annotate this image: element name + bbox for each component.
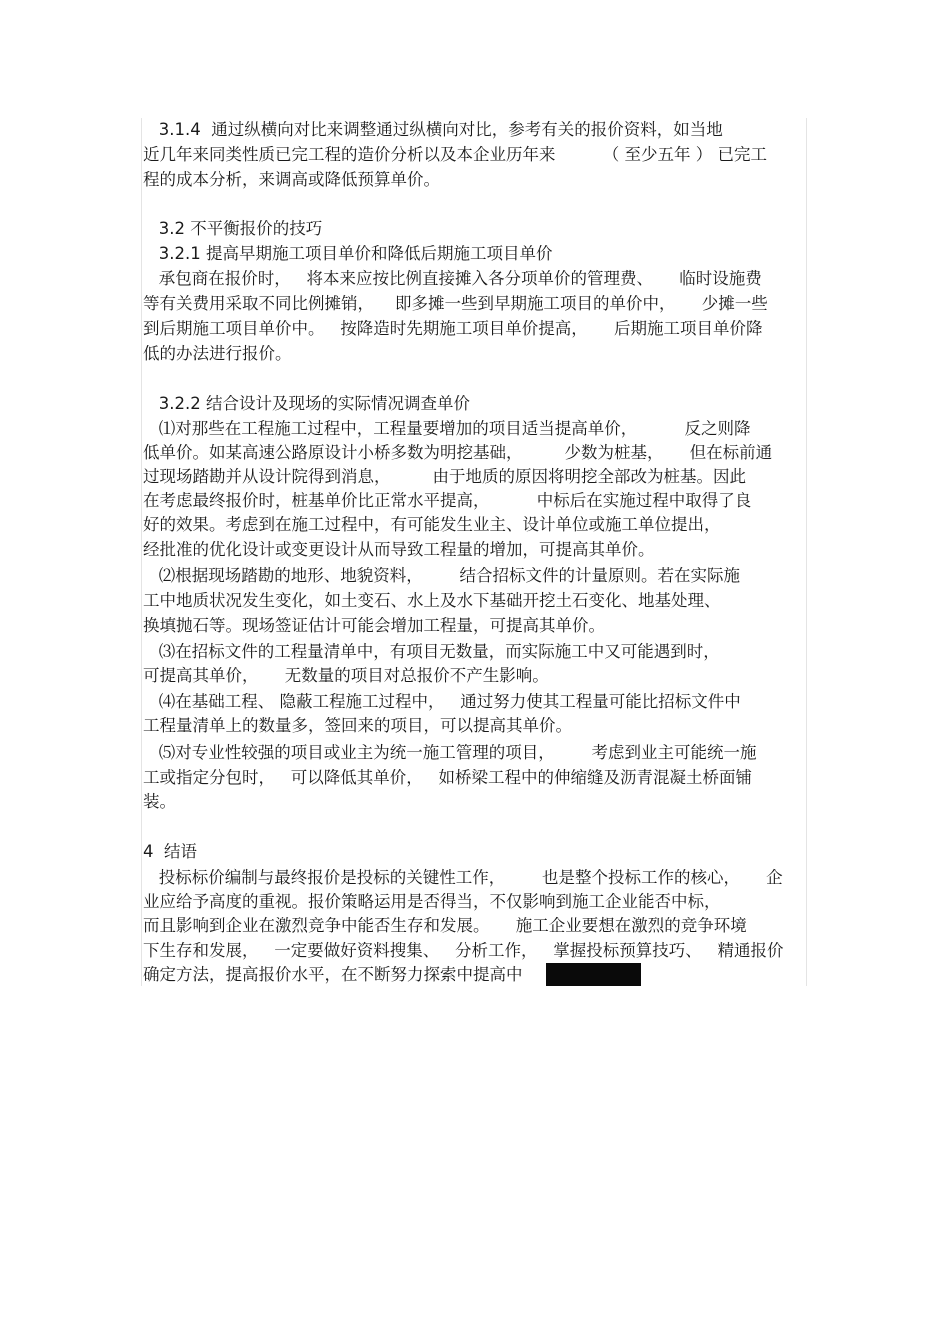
redaction-block — [546, 963, 641, 986]
conclusion-line-5: 确定方法，提高报价水平，在不断努力探索中提高中 — [143, 965, 523, 984]
para-321-line-2: 等有关费用采取不同比例摊销， 即多摊一些到早期施工项目的单价中， 少摊一些 — [143, 294, 768, 313]
section-heading-4: 4 结语 — [143, 842, 197, 861]
section-heading-3-2: 3.2 不平衡报价的技巧 — [143, 219, 323, 238]
left-margin-rule — [141, 118, 142, 986]
conclusion-line-3: 而且影响到企业在激烈竞争中能否生存和发展。 施工企业要想在激烈的竞争环境 — [143, 916, 747, 935]
item-1-line-4: 在考虑最终报价时，桩基单价比正常水平提高， 中标后在实施过程中取得了良 — [143, 491, 752, 510]
para-321-line-3: 到后期施工项目单价中。 按降造时先期施工项目单价提高， 后期施工项目单价降 — [143, 319, 763, 338]
item-4-line-1: ⑷在基础工程、 隐蔽工程施工过程中， 通过努力使其工程量可能比招标文件中 — [143, 692, 741, 711]
right-margin-rule — [806, 118, 807, 986]
item-2-line-2: 工中地质状况发生变化，如土变石、水上及水下基础开挖土石变化、地基处理、 — [143, 591, 721, 610]
item-5-line-3: 装。 — [143, 792, 176, 811]
item-2-line-3: 换填抛石等。现场签证估计可能会增加工程量，可提高其单价。 — [143, 616, 605, 635]
conclusion-line-4: 下生存和发展， 一定要做好资料搜集、 分析工作， 掌握投标预算技巧、 精通报价 — [143, 941, 784, 960]
subsection-heading-3-2-1: 3.2.1 提高早期施工项目单价和降低后期施工项目单价 — [143, 244, 553, 263]
item-1-line-1: ⑴对那些在工程施工过程中，工程量要增加的项目适当提高单价， 反之则降 — [143, 419, 751, 438]
item-5-line-1: ⑸对专业性较强的项目或业主为统一施工管理的项目， 考虑到业主可能统一施 — [143, 743, 757, 762]
para-314-line-2: 近几年来同类性质已完工程的造价分析以及本企业历年来 （ 至少五年 ） 已完工 — [143, 145, 767, 164]
conclusion-line-2: 业应给予高度的重视。报价策略运用是否得当，不仅影响到施工企业能否中标， — [143, 892, 721, 911]
para-314-line-3: 程的成本分析，来调高或降低预算单价。 — [143, 170, 440, 189]
item-3-line-2: 可提高其单价， 无数量的项目对总报价不产生影响。 — [143, 666, 549, 685]
item-3-line-1: ⑶在招标文件的工程量清单中，有项目无数量，而实际施工中又可能遇到时， — [143, 642, 720, 661]
item-2-line-1: ⑵根据现场踏勘的地形、地貌资料， 结合招标文件的计量原则。若在实际施 — [143, 566, 740, 585]
para-314-line-1: 3.1.4 通过纵横向对比来调整通过纵横向对比，参考有关的报价资料，如当地 — [143, 120, 723, 139]
item-1-line-5: 好的效果。考虑到在施工过程中，有可能发生业主、设计单位或施工单位提出， — [143, 515, 721, 534]
item-4-line-2: 工程量清单上的数量多，签回来的项目，可以提高其单价。 — [143, 716, 572, 735]
para-321-line-1: 承包商在报价时， 将本来应按比例直接摊入各分项单价的管理费、 临时设施费 — [143, 269, 762, 288]
conclusion-line-1: 投标标价编制与最终报价是投标的关键性工作， 也是整个投标工作的核心， 企 — [143, 868, 783, 887]
item-5-line-2: 工或指定分包时， 可以降低其单价， 如桥梁工程中的伸缩缝及沥青混凝土桥面铺 — [143, 768, 752, 787]
item-1-line-6: 经批准的优化设计或变更设计从而导致工程量的增加，可提高其单价。 — [143, 540, 655, 559]
para-321-line-4: 低的办法进行报价。 — [143, 344, 292, 363]
item-1-line-2: 低单价。如某高速公路原设计小桥多数为明挖基础， 少数为桩基， 但在标前通 — [143, 443, 773, 462]
subsection-heading-3-2-2: 3.2.2 结合设计及现场的实际情况调查单价 — [143, 394, 470, 413]
item-1-line-3: 过现场踏勘并从设计院得到消息， 由于地质的原因将明挖全部改为桩基。因此 — [143, 467, 746, 486]
